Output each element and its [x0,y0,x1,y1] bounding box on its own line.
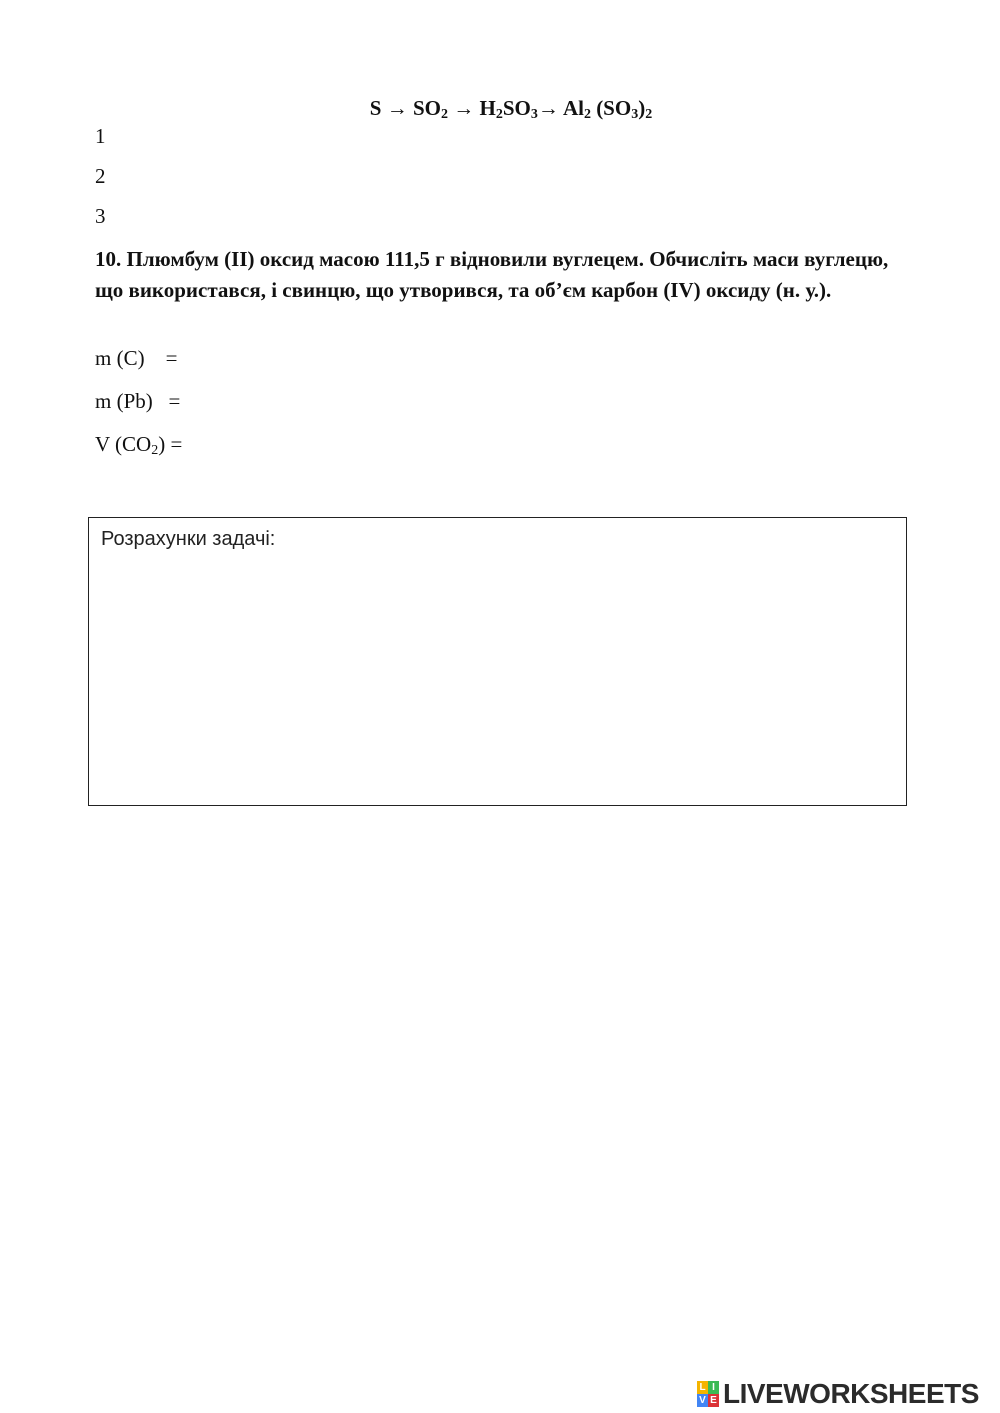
liveworksheets-logo [697,1378,979,1410]
chain-arrow-3: → [537,96,563,120]
answer-volume-co2: V $(CO_2)$ = [95,432,183,458]
chain-aluminium-sulfite: $Al_2$ $(SO_3)_2$ [562,96,653,122]
chain-sulfurous-acid: $H_2SO_3$ [479,96,538,122]
answer-mass-lead: m (Pb) = [95,389,181,413]
calculation-box [88,517,907,806]
calculation-label: Розрахунки задачі: [101,528,276,550]
logo-icon-cell: L [697,1381,708,1394]
calculation-area[interactable] [97,562,898,797]
reaction-chain [0,96,1000,121]
logo-icon-cell: V [697,1394,708,1407]
answer-mass-carbon: m (C) = [95,346,178,370]
logo-icon-cell: I [708,1381,719,1394]
step-number-2: 2 [95,164,106,188]
chain-sulfur: S [369,96,382,120]
chain-arrow-2: → [447,96,480,120]
chain-sulfur-dioxide: $SO_2$ [412,96,448,122]
task-statement: 10. Плюмбум (II) оксид масою 111,5 г відновили вуглецем. Обчисліть маси вуглецю, що використався, і свинцю, що утворився, та об’єм карбон (IV) оксиду (н. у.). [95,247,889,302]
logo-icon-cell: E [708,1394,719,1407]
logo-icon [697,1381,719,1407]
step-number-1: 1 [95,124,106,148]
logo-text: LIVEWORKSHEETS [723,1378,979,1409]
chain-arrow-1: → [381,96,413,120]
step-number-3: 3 [95,204,106,228]
